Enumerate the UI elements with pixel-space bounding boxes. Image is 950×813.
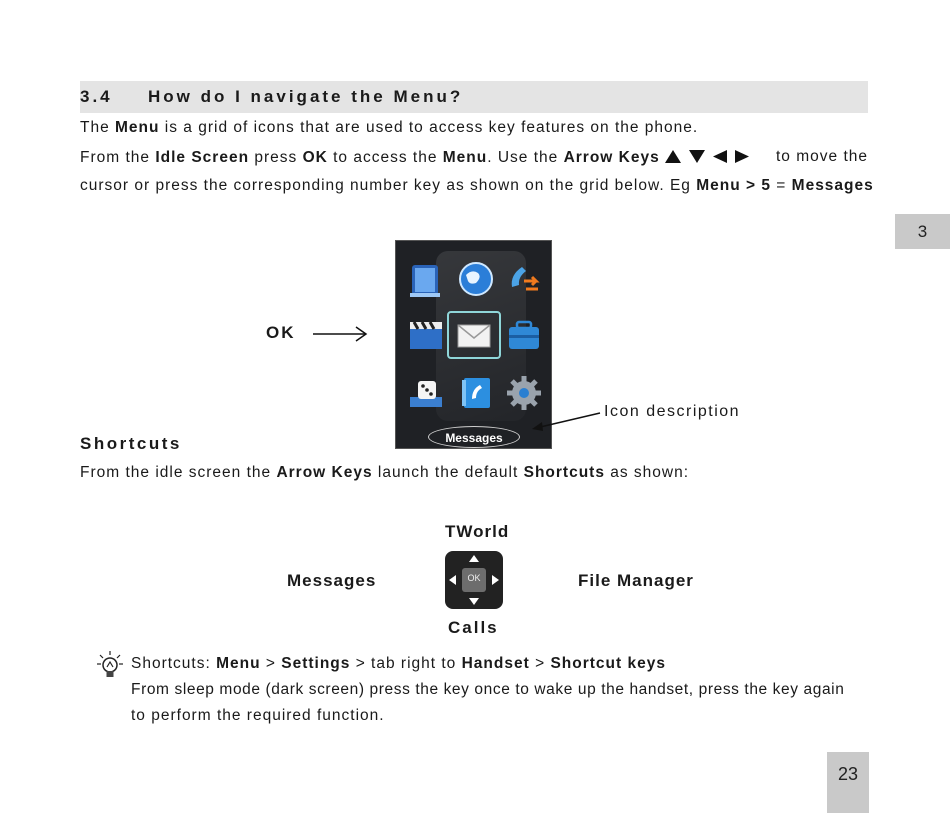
text: cursor or press the corresponding number key as shown on the grid below. Eg [80,177,697,194]
shortcuts-description [80,464,689,482]
chapter-tab: 3 [895,214,950,249]
text: launch the default [372,464,524,481]
shortcut-right-label: File Manager [578,571,694,590]
icon-description-caption: Icon description [604,403,741,420]
intro-line-3 [80,177,874,195]
messages-envelope-icon [452,313,496,357]
text: is a grid of icons that are used to access key features on the phone. [159,119,699,136]
multimedia-clapper-icon [404,313,448,357]
text-bold: Menu [216,655,261,672]
text-bold: OK [302,149,328,166]
text-bold: Arrow Keys [563,149,660,166]
contacts-book-icon [454,371,498,415]
navigation-key-pad [445,551,503,609]
page-number: 23 [827,752,869,813]
arrow-keys-icon [665,148,751,164]
file-manager-icon [404,257,448,301]
section-title-text: How do I navigate the Menu? [148,87,464,106]
section-title [80,87,463,107]
calls-icon [502,257,546,301]
lightbulb-tip-icon [96,650,124,680]
text: > tab right to [350,655,462,672]
text-bold: Shortcut keys [550,655,666,672]
toolbox-icon [502,313,546,357]
text: > [529,655,551,672]
shortcut-up-label: TWorld [445,522,510,541]
icon-description-label: Messages [428,426,520,448]
text: > [260,655,282,672]
intro-line-2 [80,148,868,167]
shortcut-down-label: Calls [448,618,499,637]
text-bold: Shortcuts [523,464,605,481]
text-bold: Idle Screen [155,149,250,166]
text: The [80,119,116,136]
text-bold: Messages [791,177,874,194]
text: as shown: [604,464,690,481]
text: From the idle screen the [80,464,277,481]
intro-line-1 [80,119,698,137]
text-bold: Handset [461,655,530,672]
ok-label: OK [266,323,296,342]
text: . Use the [487,149,564,166]
text-bold: Menu [115,119,160,136]
text-bold: Settings [281,655,351,672]
text-bold: Menu [442,149,488,166]
ok-key-label: OK [467,573,481,583]
text-bold: Menu > 5 [696,177,771,194]
games-dice-icon [404,371,448,415]
settings-gear-icon [502,371,546,415]
callout-arrow-icon [530,410,602,434]
ok-pointer-arrow-icon [312,325,368,343]
internet-globe-icon [454,257,498,301]
text: Shortcuts: [131,655,217,672]
text: to move the [776,148,868,165]
text: From the [80,149,156,166]
text: = [770,177,792,194]
tip-line-1 [131,655,666,673]
shortcuts-heading: Shortcuts [80,434,182,453]
tip-line-3: to perform the required function. [131,707,385,724]
section-number: 3.4 [80,87,113,106]
tip-line-2: From sleep mode (dark screen) press the key once to wake up the handset, press the key again [131,681,845,698]
text: press [249,149,303,166]
text-bold: Arrow Keys [276,464,373,481]
shortcut-left-label: Messages [287,571,377,590]
text: to access the [327,149,443,166]
phone-menu-screen [395,240,552,449]
